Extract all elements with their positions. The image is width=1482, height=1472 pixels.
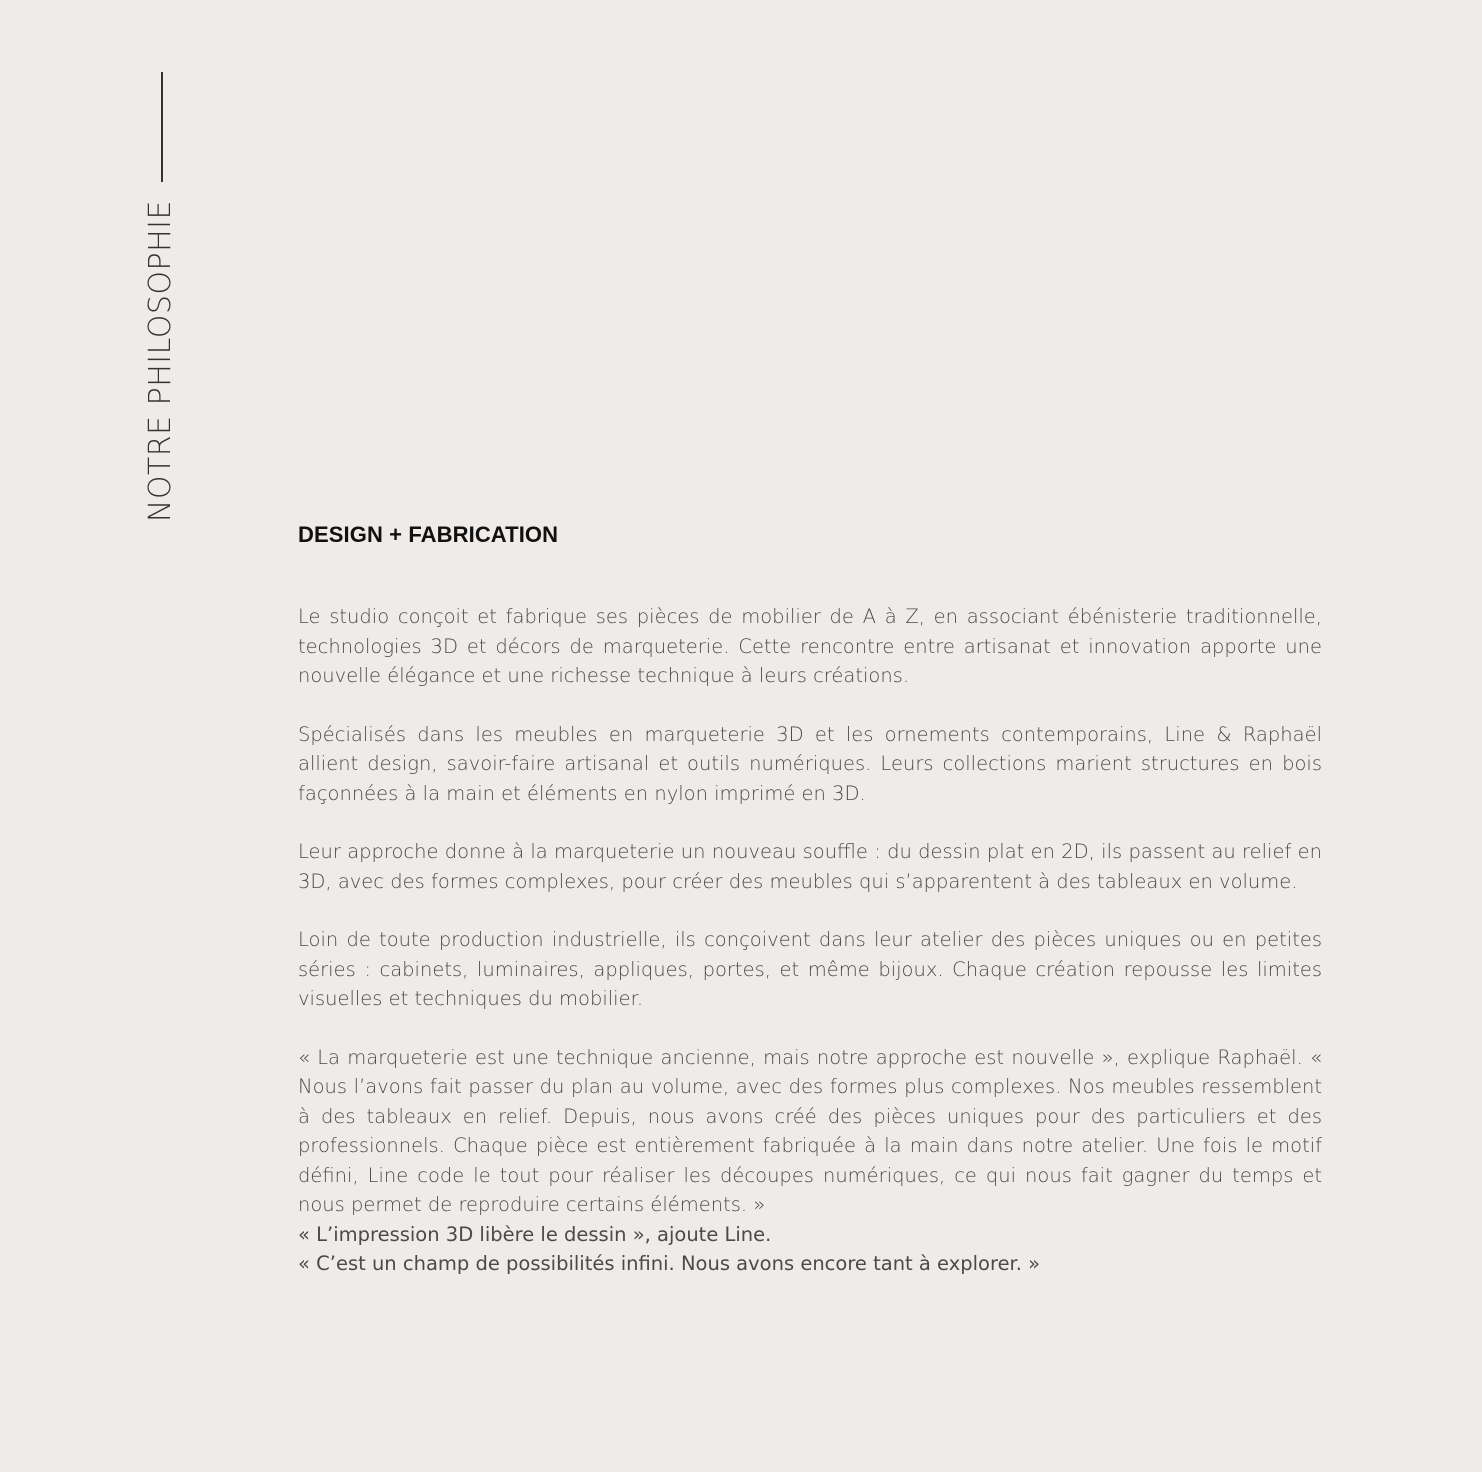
article-paragraph-2: Spécialisés dans les meubles en marqueterie 3D et les ornements contemporains, Line & Raphaël allient design, savoir-faire artisanal et outils numériques. Leurs collections marient structures en bois façonnées à la main et éléments en nylon imprimé en 3D.: [298, 722, 1322, 805]
article-paragraph-3: Leur approche donne à la marqueterie un nouveau souffle : du dessin plat en 2D, ils passent au relief en 3D, avec des formes complexes, pour créer des meubles qui s’apparentent à des tableaux en volume.: [298, 840, 1322, 893]
article-paragraph-4: Loin de toute production industrielle, ils conçoivent dans leur atelier des pièces uniques ou en petites séries : cabinets, luminaires, appliques, portes, et même bijoux. Chaque création repousse les limites visuelles et techniques du mobilier.: [298, 928, 1322, 1010]
quote-line-2: « C’est un champ de possibilités infini. Nous avons encore tant à explorer. »: [298, 1252, 1041, 1275]
side-label-rule: [161, 72, 163, 182]
article-paragraph-5: « La marqueterie est une technique ancienne, mais notre approche est nouvelle », explique Raphaël. « Nous l’avons fait passer du plan au volume, avec des formes plus complexes. Nos meubles ressemblent à des tableaux en relief. Depuis, nous avons créé des pièces uniques pour des particuliers et des professionnels. Chaque pièce est entièrement fabriquée à la main dans notre atelier. Une fois le motif défini, Line code le tout pour réaliser les découpes numériques, ce qui nous fait gagner du temps et nous permet de reproduire certains éléments. »: [298, 1045, 1322, 1216]
article-paragraph-1: Le studio conçoit et fabrique ses pièces de mobilier de A à Z, en associant ébénisterie traditionnelle, technologies 3D et décors de marqueterie. Cette rencontre entre artisanat et innovation apporte une nouvelle élégance et une richesse technique à leurs créations.: [298, 605, 1322, 687]
article-heading: DESIGN + FABRICATION: [298, 522, 559, 547]
section-side-label: [141, 72, 179, 548]
quote-line-1: « L’impression 3D libère le dessin », ajoute Line.: [298, 1222, 772, 1246]
section-title-vertical: NOTRE PHILOSOPHIE: [142, 200, 178, 523]
article-content: [298, 522, 1322, 1279]
